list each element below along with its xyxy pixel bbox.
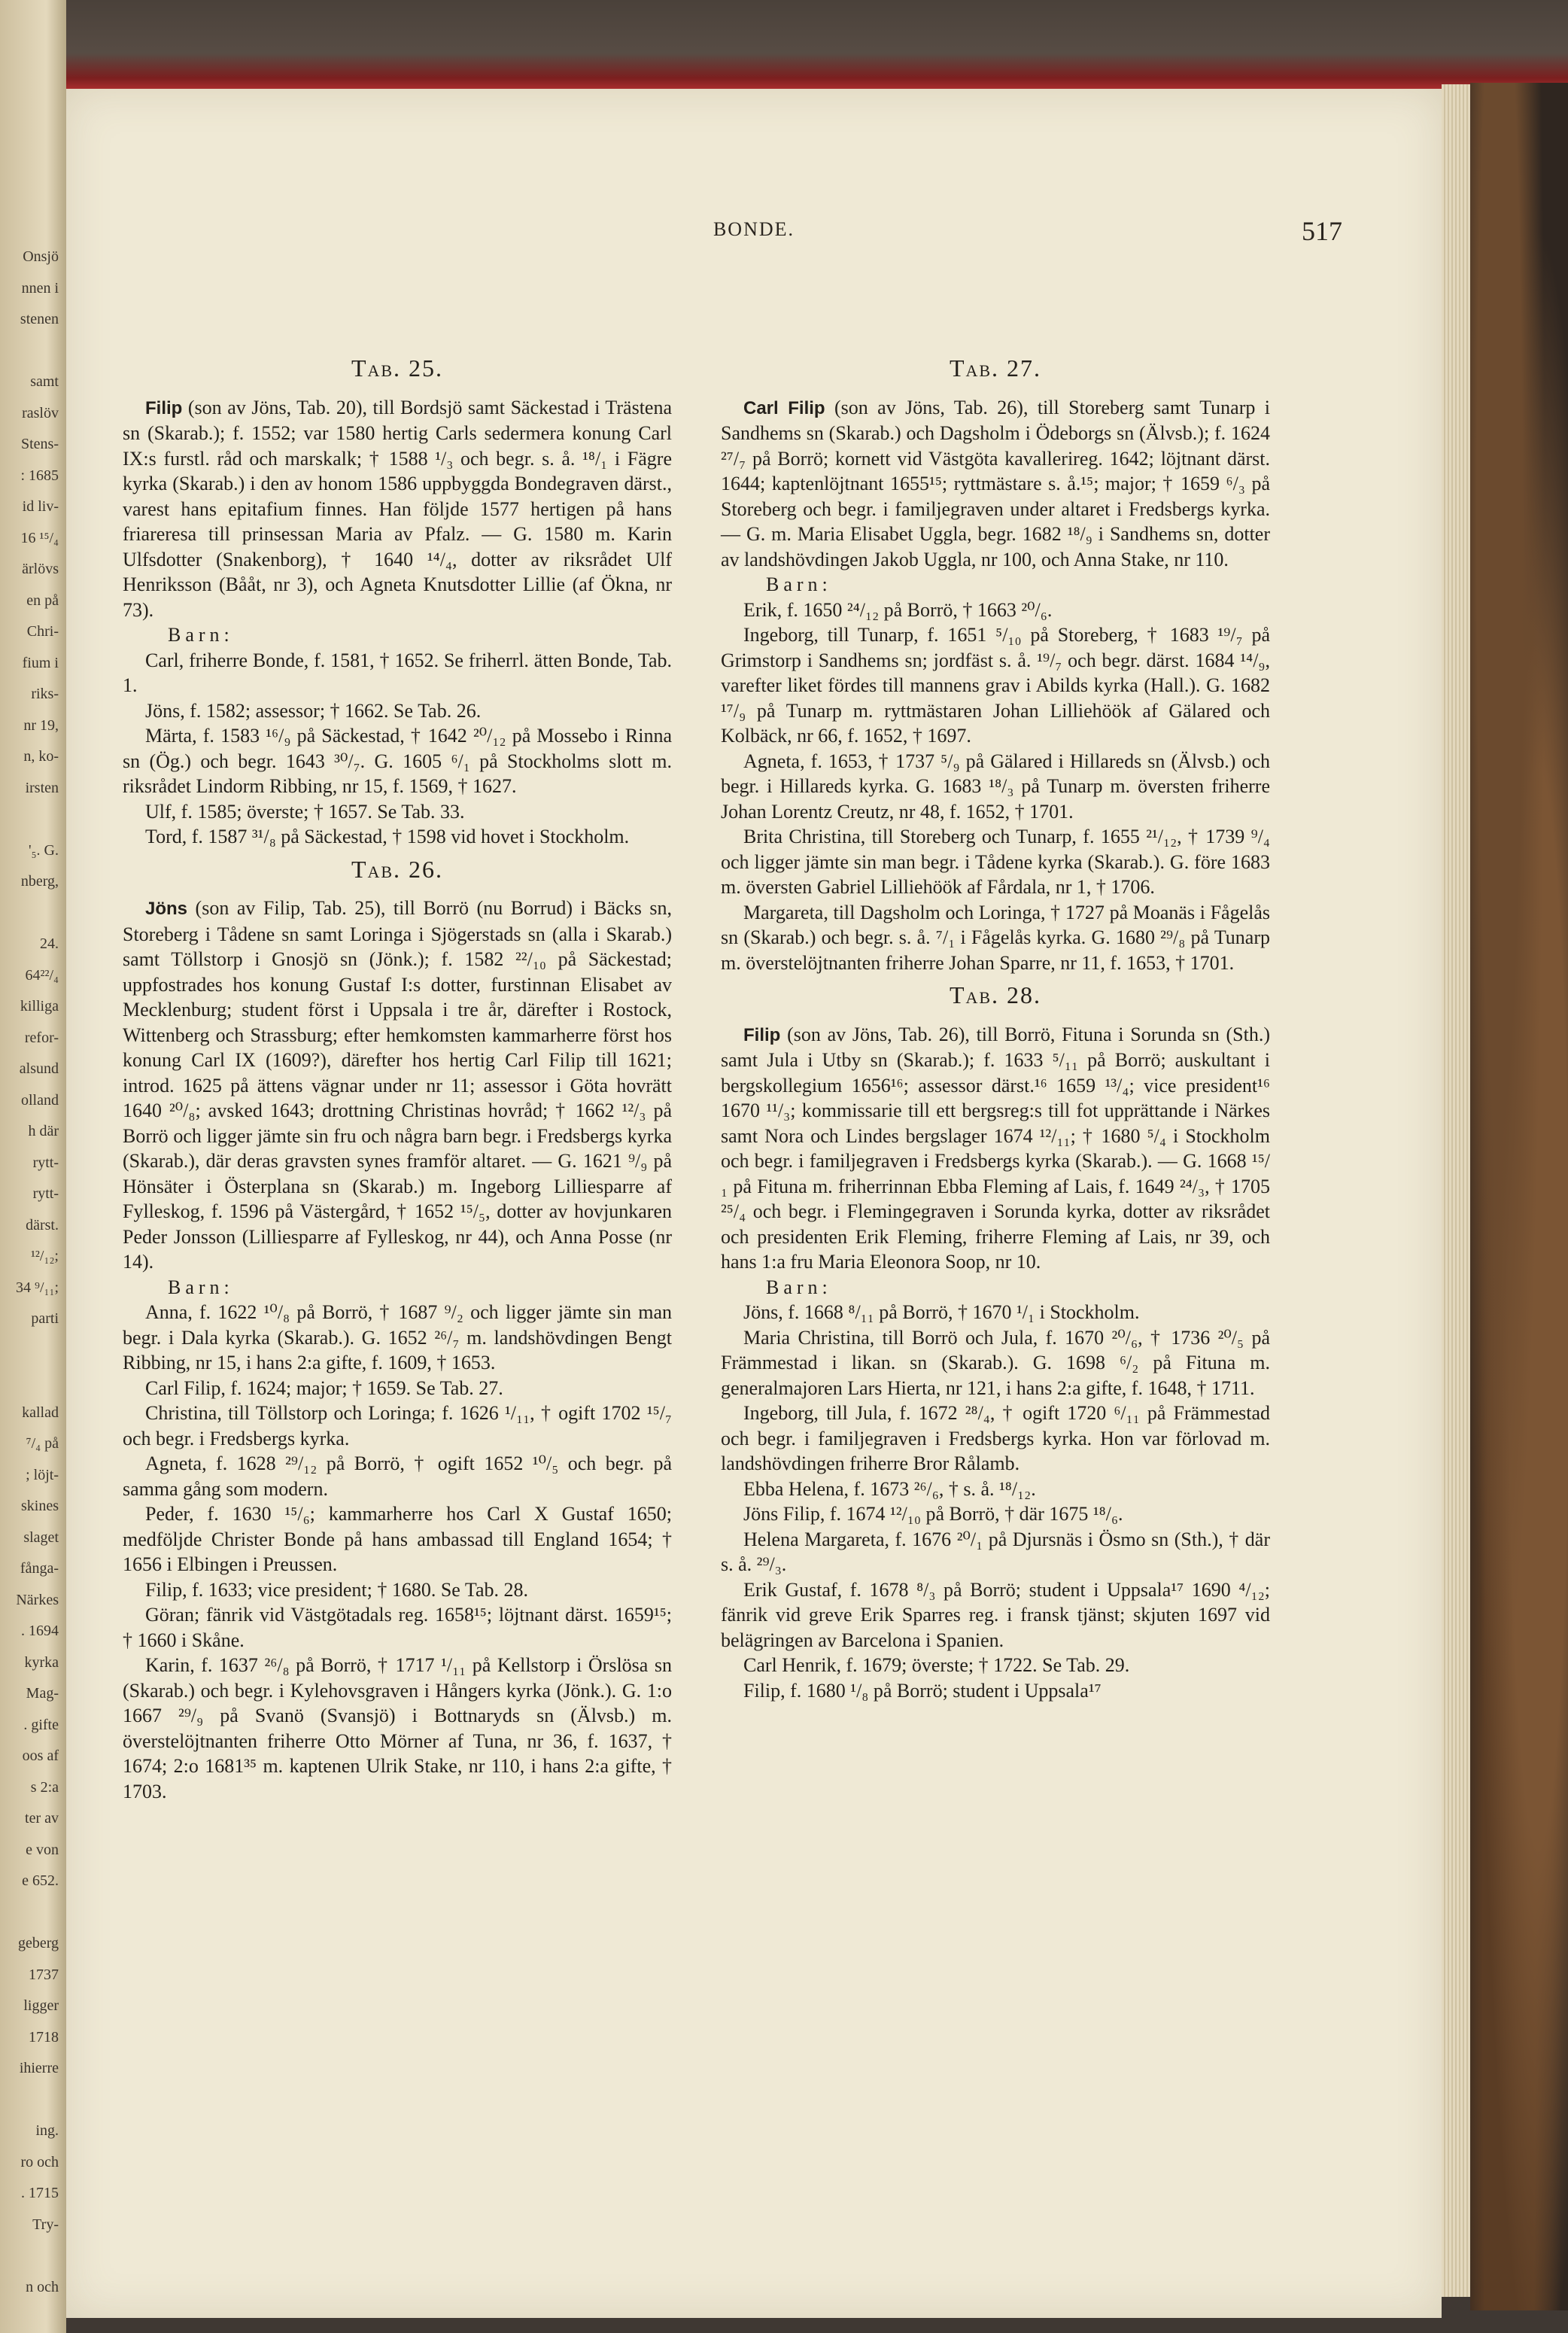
child-entry: Filip, f. 1633; vice president; † 1680. Se Tab. 28.	[145, 1578, 528, 1601]
margin-fragment: e von	[26, 1841, 59, 1858]
margin-fragment: samt	[30, 373, 59, 390]
margin-fragment: Chri-	[26, 623, 59, 640]
child-entry: Filip, f. 1680 ¹/₈ på Borrö; student i Uppsala¹⁷	[743, 1679, 1102, 1702]
child-entry: Erik, f. 1650 ²⁴/₁₂ på Borrö, † 1663 ²⁰/₆.	[743, 598, 1053, 621]
book-cover-edge	[1470, 83, 1568, 2310]
entry-name: Filip	[145, 397, 183, 418]
child-entry: Margareta, till Dagsholm och Loringa, † 1727 på Moanäs i Fågelås sn (Skarab.) och begr. s. å. ⁷/₁ i Fågelås kyrka. G. 1680 ²⁹/₈ på Tunarp m. överstelöjtnanten friherre Johan Sparre, nr 11, f. 1653, † 1701.	[721, 901, 1270, 974]
margin-fragment: fium i	[22, 654, 59, 671]
margin-fragment: ligger	[23, 1997, 59, 2014]
margin-fragment: raslöv	[22, 404, 59, 421]
margin-fragment: alsund	[19, 1060, 59, 1077]
margin-fragment: 16 ¹⁵/₄	[20, 529, 59, 546]
child-entry: Ulf, f. 1585; överste; † 1657. Se Tab. 33.	[145, 800, 465, 823]
margin-fragment: en på	[26, 592, 59, 609]
running-header: BONDE.	[713, 218, 795, 240]
child-entry: Brita Christina, till Storeberg och Tunarp, f. 1655 ²¹/₁₂, † 1739 ⁹/₄ och ligger jämte sin man begr. i Tådene kyrka (Skarab.). G. före 1683 m. översten Gabriel Lilliehöök af Fårdala, nr 1, † 1706.	[721, 826, 1270, 898]
entry-name: Jöns	[145, 899, 188, 919]
margin-fragment: skines	[21, 1498, 59, 1514]
child-entry: Jöns, f. 1582; assessor; † 1662. Se Tab. 26.	[145, 699, 482, 722]
margin-fragment: . 1694	[21, 1623, 59, 1639]
children-heading: Barn:	[766, 1276, 832, 1298]
family-entry	[721, 1022, 1270, 1275]
margin-fragment: 1737	[29, 1966, 59, 1983]
child-entry: Anna, f. 1622 ¹⁰/₈ på Borrö, † 1687 ⁹/₂ och ligger jämte sin man begr. i Dala kyrka (Skarab.). G. 1652 ²⁶/₇ m. landshövdingen Bengt Ribbing, nr 15, i hans 2:a gifte, f. 1609, † 1653.	[123, 1301, 672, 1373]
child-entry: Erik Gustaf, f. 1678 ⁸/₃ på Borrö; student i Uppsala¹⁷ 1690 ⁴/₁₂; fänrik vid greve Erik Sparres reg. i fransk tjänst; skjuten 1697 vid belägringen av Barcelona i Spanien.	[721, 1578, 1270, 1651]
margin-fragment: därst.	[26, 1216, 59, 1233]
margin-fragment: Mag-	[26, 1685, 59, 1702]
family-entry	[123, 395, 672, 623]
margin-fragment: rytt-	[32, 1185, 59, 1202]
child-entry: Helena Margareta, f. 1676 ²⁰/₁ på Djursnäs i Ösmo sn (Sth.), † där s. å. ²⁹/₃.	[721, 1528, 1270, 1575]
margin-fragment: Onsjö	[23, 248, 59, 265]
entry-name: Carl Filip	[743, 397, 825, 418]
margin-fragment: riks-	[31, 686, 59, 702]
book-top-edge	[0, 0, 1568, 89]
margin-fragment: s 2:a	[30, 1778, 59, 1796]
entry-text: (son av Jöns, Tab. 26), till Storeberg samt Tunarp i Sandhems sn (Skarab.) och Dagsholm i Ödeborgs sn (Älvsb.); f. 1624 ²⁷/₇ på Borrö; kornett vid Västgöta kavallerireg. 1642; löjtnant därst. 1644; kaptenlöjtnant 1655¹⁵; ryttmästare s. å.¹⁵; major; † 1659 ⁶/₃ på Storeberg och begr. i familjegraven under altaret i Fredsbergs kyrka. — G. m. Maria Elisabet Uggla, begr. 1682 ¹⁸/₉ i Sandhems sn, dotter av landshövdingen Jakob Uggla, nr 100, och Anna Stake, nr 110.	[721, 396, 1270, 570]
child-entry: Carl, friherre Bonde, f. 1581, † 1652. Se friherrl. ätten Bonde, Tab. 1.	[123, 649, 672, 696]
margin-fragment: refor-	[24, 1029, 59, 1046]
child-entry: Peder, f. 1630 ¹⁵/₆; kammarherre hos Carl X Gustaf 1650; medföljde Christer Bonde på hans ambassad till England 1654; † 1656 i Elbingen i Preussen.	[123, 1503, 672, 1575]
table-heading: Tab. 27.	[949, 354, 1042, 382]
margin-fragment: Närkes	[16, 1591, 59, 1608]
right-column	[721, 348, 1270, 1703]
margin-fragment: '₅. G.	[28, 841, 59, 859]
child-entry: Maria Christina, till Borrö och Jula, f. 1670 ²⁰/₆, † 1736 ²⁰/₅ på Främmestad i likan. sn (Skarab.). G. 1698 ⁶/₂ på Fituna m. generalmajoren Lars Hierta, nr 121, i hans 2:a gifte, f. 1648, † 1711.	[721, 1326, 1270, 1399]
child-entry: Karin, f. 1637 ²⁶/₈ på Borrö, † 1717 ¹/₁₁ på Kellstorp i Örslösa sn (Skarab.) och begr. i Kylehovsgraven i Hångers kyrka (Jönk.). G. 1:o 1667 ²⁹/₉ på Svanö (Svansjö) i Bottnaryds sn (Älvsb.) m. överstelöjtnanten friherre Otto Mörner af Tuna, nr 36, f. 1637, † 1674; 2:o 1681³⁵ m. kaptenen Ulrik Stake, nr 110, i hans 2:a gifte, † 1703.	[123, 1654, 672, 1802]
margin-fragment: ¹²/₁₂;	[30, 1248, 59, 1264]
margin-fragment: n och	[26, 2278, 59, 2295]
margin-fragment: rytt-	[32, 1154, 59, 1171]
margin-fragment: kallad	[22, 1404, 59, 1421]
margin-fragment: h där	[28, 1123, 59, 1139]
child-entry: Ingeborg, till Jula, f. 1672 ²⁸/₄, † ogift 1720 ⁶/₁₁ på Främmestad och begr. i familjegraven i Fredsbergs kyrka. Hon var förlovad m. landshövdingen friherre Bror Rålamb.	[721, 1402, 1270, 1474]
margin-fragment: ⁷/₄ på	[26, 1435, 59, 1452]
margin-fragment: geberg	[17, 1935, 59, 1951]
margin-fragment: ter av	[25, 1810, 59, 1827]
table-heading: Tab. 25.	[351, 354, 444, 382]
margin-fragment: stenen	[20, 311, 59, 327]
children-heading: Barn:	[766, 573, 832, 595]
margin-fragment: parti	[31, 1310, 59, 1327]
child-entry: Christina, till Töllstorp och Loringa; f. 1626 ¹/₁₁, † ogift 1702 ¹⁵/₇ och begr. i Fredsbergs kyrka.	[123, 1402, 672, 1449]
family-entry	[721, 395, 1270, 573]
page-stack-edge	[1442, 84, 1470, 2297]
margin-fragment: killiga	[20, 998, 59, 1014]
child-entry: Agneta, f. 1628 ²⁹/₁₂ på Borrö, † ogift 1652 ¹⁰/₅ och begr. på samma gång som modern.	[123, 1452, 672, 1500]
margin-fragment: ; löjt-	[26, 1466, 59, 1483]
margin-fragment: irsten	[25, 779, 59, 796]
previous-page-sliver	[0, 0, 66, 2333]
child-entry: Ebba Helena, f. 1673 ²⁶/₆, † s. å. ¹⁸/₁₂.	[743, 1477, 1036, 1500]
child-entry: Agneta, f. 1653, † 1737 ⁵/₉ på Gälared i Hillareds sn (Älvsb.) och begr. i Hillareds kyrka. G. 1683 ¹⁸/₃ på Tunarp m. översten friherre Johan Lorentz Creutz, nr 48, f. 1652, † 1701.	[721, 750, 1270, 823]
children-heading: Barn:	[168, 624, 234, 646]
left-column	[123, 348, 672, 1804]
book-page	[66, 89, 1442, 2318]
margin-fragment: 24.	[40, 935, 59, 952]
child-entry: Carl Filip, f. 1624; major; † 1659. Se Tab. 27.	[145, 1376, 503, 1399]
margin-fragment: olland	[21, 1091, 59, 1109]
margin-fragment: Try-	[32, 2216, 59, 2233]
margin-fragment: 34 ⁹/₁₁;	[15, 1279, 59, 1296]
margin-fragment: nnen i	[21, 279, 59, 297]
table-heading: Tab. 26.	[351, 855, 444, 883]
margin-fragment: id liv-	[22, 498, 59, 515]
margin-fragment: 1718	[29, 2028, 59, 2046]
margin-fragment: nr 19,	[23, 716, 59, 734]
family-entry	[123, 896, 672, 1275]
entry-text: (son av Jöns, Tab. 20), till Bordsjö samt Säckestad i Trästena sn (Skarab.); f. 1552; var 1580 hertig Carls sedermera konung Carl IX:s furstl. råd och marskalk; † 1588 ¹/₃ och begr. s. å. ¹⁸/₁ i Fägre kyrka (Skarab.) i den av honom 1586 uppbyggda Bondegraven därst., varest hans epitafium finnes. Han följde 1577 hertigen på hans friareresa till prinsessan Maria av Pfalz. — G. 1580 m. Karin Ulfsdotter (Snakenborg), † 1640 ¹⁴/₄, dotter av riksrådet Ulf Henriksson (Bååt, nr 3), och Agneta Knutsdotter Lillie (af Ökna, nr 73).	[123, 396, 672, 621]
margin-fragment: kyrka	[24, 1653, 59, 1671]
margin-fragment: n, ko-	[23, 748, 59, 765]
margin-fragment: ing.	[35, 2122, 59, 2139]
child-entry: Tord, f. 1587 ³¹/₈ på Säckestad, † 1598 vid hovet i Stockholm.	[145, 826, 630, 847]
margin-fragment: . gifte	[23, 1716, 59, 1733]
margin-fragment: oos af	[22, 1747, 59, 1764]
margin-fragment: ihierre	[19, 2060, 59, 2076]
margin-fragment: 64²²/₄	[25, 966, 59, 984]
table-heading: Tab. 28.	[949, 981, 1042, 1008]
margin-fragment: ro och	[20, 2153, 59, 2170]
margin-fragment: Stens-	[21, 436, 59, 452]
child-entry: Jöns, f. 1668 ⁸/₁₁ på Borrö, † 1670 ¹/₁ i Stockholm.	[743, 1301, 1140, 1323]
child-entry: Göran; fänrik vid Västgötadals reg. 1658¹⁵; löjtnant därst. 1659¹⁵; † 1660 i Skåne.	[123, 1604, 672, 1651]
child-entry: Ingeborg, till Tunarp, f. 1651 ⁵/₁₀ på Storeberg, † 1683 ¹⁹/₇ på Grimstorp i Sandhems sn; jordfäst s. å. ¹⁹/₇ och begr. därst. 1684 ¹⁴/₉, varefter liket fördes till mannens grav i Abilds kyrka (Hall.). G. 1682 ¹⁷/₉ på Tunarp m. ryttmästaren Johan Lilliehöök af Gälared och Kolbäck, nr 66, f. 1652, † 1697.	[721, 624, 1270, 747]
margin-fragment: fånga-	[20, 1560, 59, 1577]
margin-fragment: . 1715	[21, 2185, 59, 2201]
margin-fragment: e 652.	[22, 1872, 59, 1889]
children-heading: Barn:	[168, 1276, 234, 1298]
child-entry: Märta, f. 1583 ¹⁶/₉ på Säckestad, † 1642 ²⁰/₁₂ på Mossebo i Rinna sn (Ög.) och begr. 1643 ³⁰/₇. G. 1605 ⁶/₁ på Stockholms slott m. riksrådet Lindorm Ribbing, nr 15, f. 1569, † 1627.	[123, 725, 672, 797]
margin-fragment: slaget	[23, 1528, 59, 1546]
margin-fragment: : 1685	[20, 467, 59, 484]
entry-text: (son av Jöns, Tab. 26), till Borrö, Fituna i Sorunda sn (Sth.) samt Jula i Utby sn (Skarab.); f. 1633 ⁵/₁₁ på Borrö; auskultant i bergskollegium 1656¹⁶; assessor därst.¹⁶ 1659 ¹³/₄; vice president¹⁶ 1670 ¹¹/₃; kommissarie till ett bergsreg:s till fot upprättande i Närkes samt Nora och Lindes bergslager 1674 ¹²/₁₁; † 1680 ⁵/₄ i Stockholm och begr. i familjegraven i Fredsbergs kyrka (Skarab.). — G. 1668 ¹⁵/₁ på Fituna m. friherrinnan Ebba Fleming af Lais, f. 1649 ²⁴/₃, † 1705 ²⁵/₄ och begr. i Flemingegraven i Sorunda kyrka, dotter av riksrådet och presidenten Erik Fleming, friherre Fleming af Lais, nr 39, och hans 1:a fru Maria Eleonora Soop, nr 10.	[721, 1023, 1270, 1273]
margin-fragment: nberg,	[20, 873, 59, 890]
child-entry: Jöns Filip, f. 1674 ¹²/₁₀ på Borrö, † där 1675 ¹⁸/₆.	[743, 1503, 1123, 1525]
entry-name: Filip	[743, 1024, 781, 1045]
entry-text: (son av Filip, Tab. 25), till Borrö (nu Borrud) i Bäcks sn, Storeberg i Tådene sn samt Loringa i Sjögerstads sn (alla i Skarab.) samt Töllstorp i Gnosjö sn (Jönk.); f. 1582 ²²/₁₀ på Säckestad; uppfostrades hos konung Gustaf I:s dotter, furstinnan Elisabet av Mecklenburg; student först i Uppsala i tre år, därefter i Rostock, Wittenberg och Strassburg; efter hemkomsten kammarherre först hos konung Carl IX (1609?), därefter hos hertig Carl Filip till 1621; introd. 1625 på ättens vägnar under nr 11; assessor i Göta hovrätt 1640 ²⁰/₈; avsked 1643; drottning Christinas hovråd; † 1662 ¹²/₃ på Borrö och ligger jämte sin fru och några barn begr. i Fredsbergs kyrka (Skarab.), där deras gravsten synes framför altaret. — G. 1621 ⁹/₉ på Hönsäter i Österplana sn (Skarab.) m. Ingeborg Lilliesparre af Fylleskog, f. 1596 på Västergård, † 1652 ¹⁵/₅, dotter av hovjunkaren Peder Jonsson (Lilliesparre af Fylleskog, nr 44), och Anna Posse (nr 14).	[123, 897, 672, 1273]
child-entry: Carl Henrik, f. 1679; överste; † 1722. Se Tab. 29.	[743, 1654, 1130, 1676]
page-number: 517	[1302, 216, 1342, 246]
margin-fragment: ärlövs	[22, 561, 59, 577]
